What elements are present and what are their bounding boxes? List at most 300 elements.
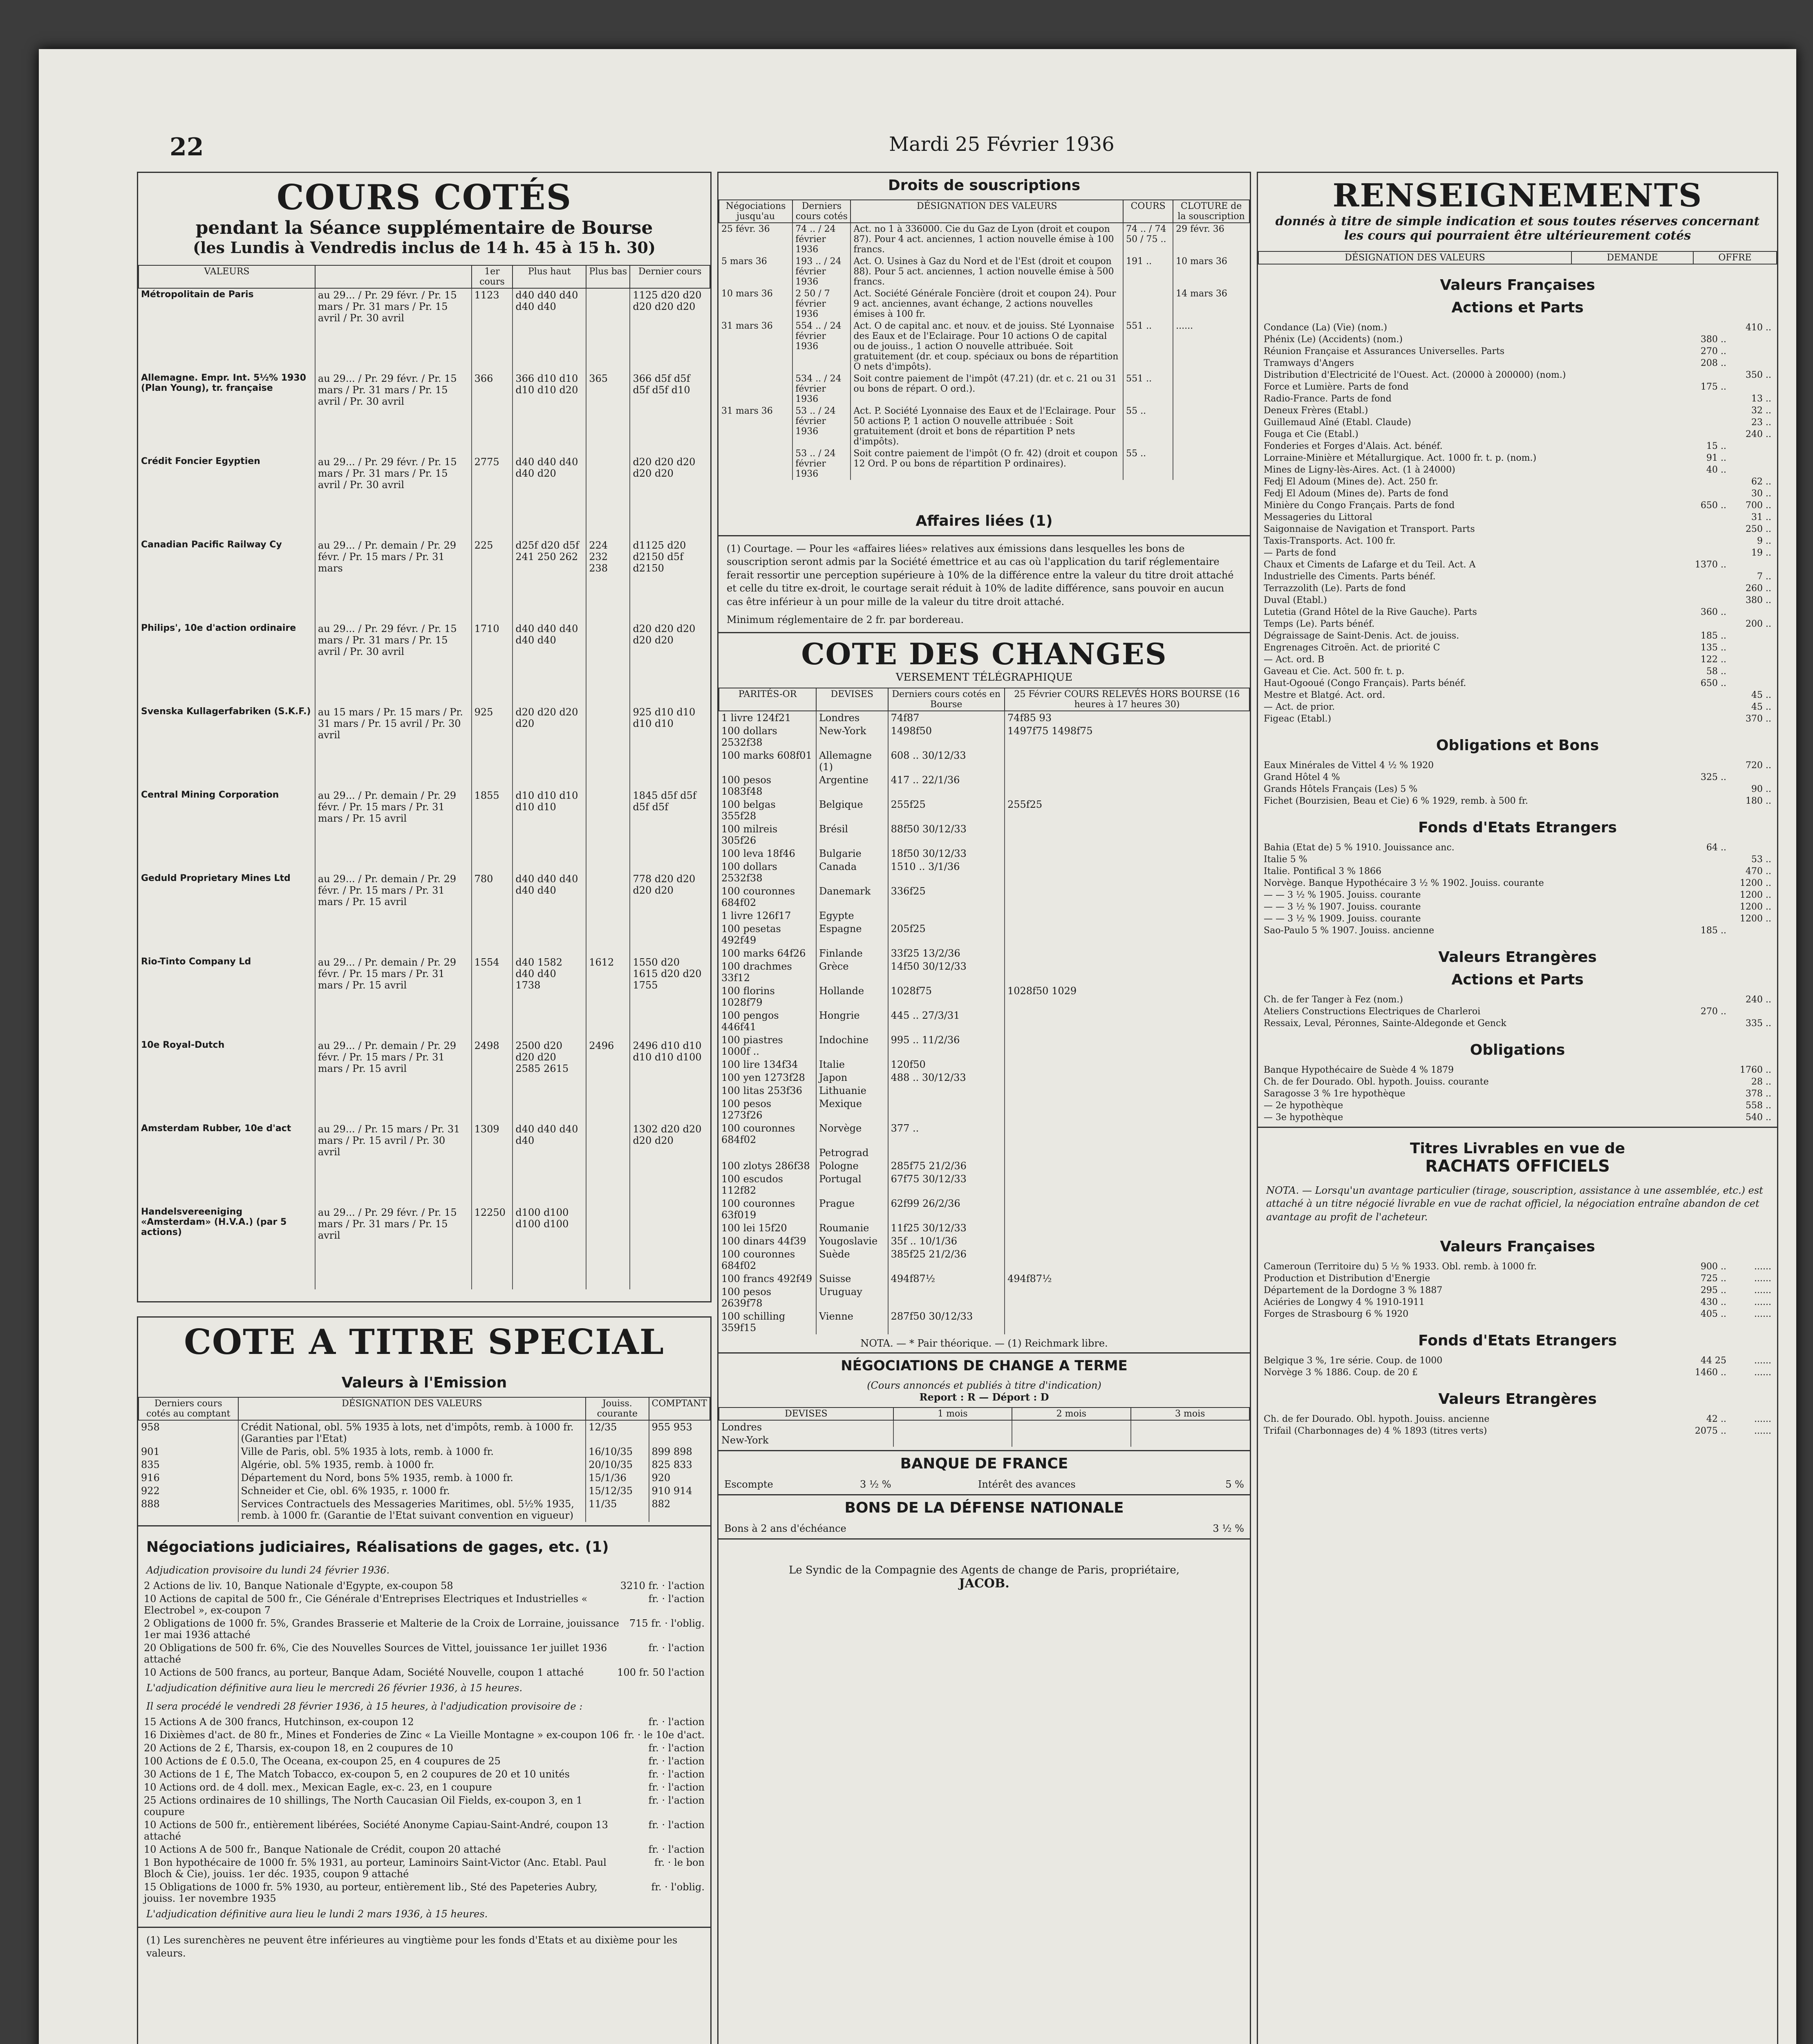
parite-value: 18f46 <box>766 848 795 860</box>
table-row <box>719 1235 1249 1248</box>
parite-unit: 100 pesos <box>721 1286 772 1298</box>
rens-name: Fedj El Adoum (Mines de). Act. 250 fr. <box>1264 477 1438 487</box>
rens-offre: 1200 .. <box>1740 890 1771 900</box>
changes-cell: 205f25 <box>888 922 1005 947</box>
list-item <box>1258 440 1777 452</box>
changes-cell: Danemark <box>816 885 888 909</box>
rens-demande: 135 .. <box>1701 643 1726 653</box>
rens-offre: 90 .. <box>1751 784 1771 794</box>
changes-cell: Belgique <box>816 798 888 823</box>
changes-cell: Japon <box>816 1071 888 1084</box>
table-row <box>719 947 1249 960</box>
cours-cell: au 29... / Pr. 29 févr. / Pr. 15 mars / Pr. 31 mars / Pr. 15 avril <box>315 1206 472 1289</box>
rens-demande <box>1681 489 1726 499</box>
rens-offre: 540 .. <box>1746 1112 1771 1123</box>
parite-cell <box>719 1146 816 1159</box>
cours-cell <box>586 872 630 956</box>
bons-row <box>718 1522 1250 1535</box>
droits-cell: Soit contre paiement de l'impôt (O fr. 42) (droit et coupon 12 Ord. P ou bons de répartition P ordinaires). <box>851 448 1123 480</box>
changes-cell <box>1005 773 1249 798</box>
rens-demande <box>1681 784 1726 794</box>
parite-cell <box>719 1058 816 1071</box>
table-row <box>719 1172 1249 1197</box>
list-item <box>138 1843 710 1856</box>
special-cell: 12/35 <box>586 1420 649 1445</box>
bons-label: Bons à 2 ans d'échéance <box>724 1523 846 1535</box>
adjud-definitive-1: L'adjudication définitive aura lieu le mercredi 26 février 1936, à 15 heures. <box>146 1682 523 1694</box>
list-item <box>138 1741 710 1755</box>
escompte-label: Escompte <box>724 1479 773 1490</box>
rens-name: Italie 5 % <box>1264 854 1307 865</box>
parite-cell <box>719 1248 816 1272</box>
droits-cell <box>1173 405 1249 448</box>
parite-cell <box>719 1084 816 1097</box>
rens-name: Grands Hôtels Français (Les) 5 % <box>1264 784 1418 794</box>
rens-s3b: Obligations <box>1470 1042 1565 1058</box>
changes-cell: 377 .. <box>888 1122 1005 1146</box>
rens-offre: ...... <box>1754 1414 1771 1425</box>
parite-value: 126f17 <box>756 910 791 922</box>
parite-value: 1273f28 <box>764 1072 805 1084</box>
cours-title: COURS COTÉS <box>276 177 572 217</box>
rens-name: Guillemaud Aîné (Etabl. Claude) <box>1264 417 1411 428</box>
negociations-footnote: (1) Les surenchères ne peuvent être inférieures au vingtième pour les fonds d'Etats et au dixième pour les valeurs. <box>146 1934 678 1959</box>
parite-unit: 100 pesos <box>721 1098 772 1110</box>
rens-name: Distribution d'Electricité de l'Ouest. Act. (20000 à 200000) (nom.) <box>1264 370 1566 380</box>
changes-cell: Yougoslavie <box>816 1235 888 1248</box>
changes-cell: 417 .. 22/1/36 <box>888 773 1005 798</box>
cours-cell <box>586 1206 630 1289</box>
table-row <box>719 1310 1249 1334</box>
item-text: 2 Obligations de 1000 fr. 5%, Grandes Brasserie et Malterie de la Croix de Lorraine, jouissance 1er mai 1936 attaché <box>144 1618 619 1641</box>
table-row <box>719 1272 1249 1285</box>
table-row <box>719 1159 1249 1172</box>
parite-unit: 100 dinars <box>721 1235 775 1247</box>
cours-cell: Handelsvereeniging «Amsterdam» (H.V.A.) (par 5 actions) <box>141 1207 287 1237</box>
table-row <box>139 372 710 455</box>
table-row <box>719 724 1249 749</box>
changes-cell: 14f50 30/12/33 <box>888 960 1005 984</box>
titres-title-1: Titres Livrables en vue de <box>1410 1140 1625 1157</box>
rens-offre: ...... <box>1754 1367 1771 1378</box>
table-row <box>139 1420 710 1445</box>
parite-unit: 100 couronnes <box>721 1248 795 1260</box>
list-item <box>138 1579 710 1592</box>
adjud-definitive-2: L'adjudication définitive aura lieu le lundi 2 mars 1936, à 15 heures. <box>146 1908 488 1920</box>
parite-cell <box>719 1159 816 1172</box>
page-number: 22 <box>170 133 204 161</box>
droits-cell: 551 .. <box>1123 373 1173 405</box>
parite-unit: 1 livre <box>721 712 753 724</box>
cours-cell: d40 1582 d40 d40 1738 <box>513 956 586 1039</box>
special-cell: 901 <box>141 1446 160 1457</box>
droits-cell: 534 .. / 24 février 1936 <box>792 373 851 405</box>
parite-unit: 100 milreis <box>721 823 778 835</box>
rens-name: Banque Hypothécaire de Suède 4 % 1879 <box>1264 1065 1454 1075</box>
parite-value: 1083f48 <box>721 786 763 798</box>
rens-demande: 122 .. <box>1701 654 1726 665</box>
rens-offre: 240 .. <box>1746 429 1771 439</box>
changes-cell: 385f25 21/2/36 <box>888 1248 1005 1272</box>
table-row <box>719 847 1249 860</box>
table-row <box>719 405 1249 448</box>
parite-cell <box>719 847 816 860</box>
rens-name: Saragosse 3 % 1re hypothèque <box>1264 1089 1406 1099</box>
item-value: 715 fr. · l'oblig. <box>629 1618 705 1629</box>
cours-cell: 12250 <box>472 1206 513 1289</box>
droits-cell <box>1173 373 1249 405</box>
droits-cell: 551 .. <box>1123 320 1173 373</box>
parite-cell <box>719 984 816 1009</box>
terme-devise: New-York <box>721 1434 769 1446</box>
rens-name: Cameroun (Territoire du) 5 ½ % 1933. Obl. remb. à 1000 fr. <box>1264 1262 1537 1272</box>
changes-cell: 11f25 30/12/33 <box>888 1221 1005 1235</box>
table-row <box>719 798 1249 823</box>
cours-cell: au 29... / Pr. 29 févr. / Pr. 15 mars / Pr. 31 mars / Pr. 15 avril / Pr. 30 avril <box>315 622 472 706</box>
changes-cell: 1497f75 1498f75 <box>1005 724 1249 749</box>
rens-demande <box>1681 477 1726 487</box>
changes-cell: 287f50 30/12/33 <box>888 1310 1005 1334</box>
rens-offre: 260 .. <box>1746 583 1771 594</box>
special-cell: 922 <box>141 1485 160 1497</box>
table-row <box>719 1420 1249 1434</box>
cours-cotes-section <box>137 172 712 1302</box>
rens-demande: 58 .. <box>1706 666 1726 677</box>
list-item <box>1258 1355 1777 1367</box>
cours-cell: au 29... / Pr. demain / Pr. 29 févr. / Pr. 15 mars / Pr. 31 mars <box>315 539 472 622</box>
item-text: 30 Actions de 1 £, The Match Tobacco, ex-coupon 5, en 2 coupures de 20 et 10 unités <box>144 1768 570 1780</box>
table-row <box>139 1458 710 1471</box>
rens-demande: 380 .. <box>1701 334 1726 345</box>
special-cell: Algérie, obl. 5% 1935, remb. à 1000 fr. <box>238 1458 586 1471</box>
special-cell: Schneider et Cie, obl. 6% 1935, r. 1000 fr. <box>238 1484 586 1497</box>
rens-demande <box>1681 583 1726 594</box>
cours-cell: Rio-Tinto Company Ld <box>141 957 251 967</box>
rens-demande <box>1681 370 1726 380</box>
cours-cell: Allemagne. Empr. Int. 5½% 1930 (Plan Young), tr. française <box>141 373 306 393</box>
list-item <box>138 1794 710 1818</box>
droits-cell: 31 mars 36 <box>721 321 773 331</box>
special-cell: Département du Nord, bons 5% 1935, remb. à 1000 fr. <box>238 1471 586 1484</box>
parite-unit: 100 marks <box>721 948 774 959</box>
list-item <box>1258 1273 1777 1284</box>
parite-value: 64f26 <box>777 948 806 959</box>
item-value: fr. · l'action <box>648 1768 705 1780</box>
titres-nota: NOTA. — Lorsqu'un avantage particulier (tirage, souscription, assistance à une assemblée, etc.) est attaché à un titre négocié livrable en vue de rachat officiel, la négociation entraîne abandon de cet avantage au profit de l'acheteur. <box>1266 1185 1763 1223</box>
rens-offre: 1200 .. <box>1740 914 1771 924</box>
rens-s4: Valeurs Françaises <box>1440 1238 1595 1255</box>
rens-name: Terrazzolith (Le). Parts de fond <box>1264 583 1406 594</box>
cours-cell: 1125 d20 d20 d20 d20 d20 <box>630 288 710 372</box>
cours-cell: au 29... / Pr. demain / Pr. 29 févr. / Pr. 15 mars / Pr. 31 mars / Pr. 15 avril <box>315 956 472 1039</box>
list-item <box>1258 393 1777 405</box>
cours-cell: au 29... / Pr. demain / Pr. 29 févr. / Pr. 15 mars / Pr. 31 mars / Pr. 15 avril <box>315 1039 472 1123</box>
droits-cell: 55 .. <box>1123 405 1173 448</box>
avances-label: Intérêt des avances <box>978 1479 1076 1490</box>
item-value: fr. · l'action <box>648 1819 705 1831</box>
table-row <box>139 1039 710 1123</box>
avances-value: 5 % <box>1225 1479 1244 1490</box>
special-cell: 958 <box>141 1421 160 1433</box>
rens-demande: 650 .. <box>1701 500 1726 511</box>
table-row <box>719 885 1249 909</box>
special-cell: 20/10/35 <box>586 1458 649 1471</box>
parite-unit: 100 escudos <box>721 1173 783 1185</box>
table-row <box>719 373 1249 405</box>
list-item <box>1258 889 1777 901</box>
special-cell: 910 914 <box>649 1484 710 1497</box>
rens-demande <box>1681 690 1726 700</box>
list-item <box>1258 677 1777 689</box>
changes-cell <box>1005 885 1249 909</box>
table-row <box>719 256 1249 288</box>
cours-header: Plus bas <box>586 265 630 288</box>
parite-cell <box>719 1197 816 1221</box>
rens-demande <box>1681 323 1726 333</box>
list-item <box>1258 1064 1777 1076</box>
cours-subtitle: pendant la Séance supplémentaire de Bourse <box>195 217 653 238</box>
cours-cell: Geduld Proprietary Mines Ltd <box>141 873 291 883</box>
changes-cell: Egypte <box>816 909 888 922</box>
rens-name: — Parts de fond <box>1264 548 1336 558</box>
list-item <box>1258 689 1777 701</box>
list-item <box>1258 594 1777 606</box>
rens-offre: 180 .. <box>1746 796 1771 806</box>
list-item <box>1258 1308 1777 1320</box>
parite-unit: 100 lire <box>721 1059 760 1071</box>
parite-value: 124f21 <box>756 712 791 724</box>
rens-offre: 720 .. <box>1746 760 1771 771</box>
special-cell: 882 <box>649 1497 710 1522</box>
droits-cell: ...... <box>1173 320 1249 373</box>
table-row <box>719 1434 1249 1447</box>
parite-cell <box>719 1272 816 1285</box>
parite-unit: 100 florins <box>721 985 775 997</box>
cours-table <box>138 265 710 1289</box>
special-cell: 16/10/35 <box>586 1445 649 1458</box>
escompte-value: 3 ½ % <box>859 1479 891 1490</box>
rens-demande: 15 .. <box>1706 441 1726 451</box>
changes-cell <box>1005 922 1249 947</box>
list-item <box>138 1715 710 1728</box>
item-text: 15 Actions A de 300 francs, Hutchinson, ex-coupon 12 <box>144 1716 414 1728</box>
special-cell: Crédit National, obl. 5% 1935 à lots, net d'impôts, remb. à 1000 fr. (Garanties par l'Etat) <box>238 1420 586 1445</box>
rens-offre <box>1726 678 1771 688</box>
rens-offre: ...... <box>1754 1309 1771 1320</box>
droits-cell: 74 .. / 74 50 / 75 .. <box>1123 223 1173 256</box>
changes-cell: 88f50 30/12/33 <box>888 823 1005 847</box>
droits-header: COURS <box>1123 200 1173 223</box>
rens-name: Radio-France. Parts de fond <box>1264 394 1392 404</box>
cours-header: 1er cours <box>472 265 513 288</box>
changes-cell <box>1005 1285 1249 1310</box>
list-item <box>138 1768 710 1781</box>
item-value: fr. · l'action <box>648 1642 705 1654</box>
list-item <box>1258 877 1777 889</box>
table-row <box>719 223 1249 256</box>
parite-unit: 100 schilling <box>721 1311 786 1322</box>
renseignements-section <box>1257 172 1778 2044</box>
changes-cell: 1028f75 <box>888 984 1005 1009</box>
rens-demande <box>1681 995 1726 1005</box>
cours-cell: d40 d40 d40 d40 <box>513 1123 586 1206</box>
cours-cell: Svenska Kullagerfabriken (S.K.F.) <box>141 706 311 717</box>
banque-title: BANQUE DE FRANCE <box>900 1455 1068 1472</box>
parite-value: 1028f79 <box>721 997 763 1009</box>
rens-demande: 91 .. <box>1706 453 1726 463</box>
list-item <box>1258 417 1777 428</box>
droits-cell <box>719 448 792 480</box>
list-item <box>1258 606 1777 618</box>
rens-name: Norvège 3 % 1886. Coup. de 20 £ <box>1264 1367 1418 1378</box>
rens-name: — — 3 ½ % 1905. Jouiss. courante <box>1264 890 1421 900</box>
changes-cell: 35f .. 10/1/36 <box>888 1235 1005 1248</box>
adjud-provisoire: Adjudication provisoire du lundi 24 février 1936. <box>146 1564 390 1576</box>
cours-cell: 1123 <box>472 288 513 372</box>
rens-offre: 1200 .. <box>1740 878 1771 888</box>
rens-demande: 360 .. <box>1701 607 1726 617</box>
rens-s2: Fonds d'Etats Etrangers <box>1418 819 1617 836</box>
cours-cell: 1845 d5f d5f d5f d5f <box>630 789 710 872</box>
item-text: 2 Actions de liv. 10, Banque Nationale d'Egypte, ex-coupon 58 <box>144 1580 453 1592</box>
rens-name: Saigonnaise de Navigation et Transport. Parts <box>1264 524 1475 534</box>
parite-value: 492f49 <box>721 935 757 946</box>
cours-cell: au 29... / Pr. demain / Pr. 29 févr. / Pr. 15 mars / Pr. 31 mars / Pr. 15 avril <box>315 872 472 956</box>
rens-demande <box>1681 595 1726 605</box>
rens-name: Belgique 3 %, 1re série. Coup. de 1000 <box>1264 1356 1443 1366</box>
rens-demande: 270 .. <box>1701 346 1726 356</box>
rens-name: Tramways d'Angers <box>1264 358 1354 368</box>
table-row <box>719 1146 1249 1159</box>
cours-cell: 225 <box>472 539 513 622</box>
list-item <box>1258 618 1777 630</box>
list-item <box>1258 842 1777 854</box>
droits-title: Droits de souscriptions <box>888 177 1081 194</box>
changes-cell <box>888 1084 1005 1097</box>
list-item <box>138 1781 710 1794</box>
changes-cell: 488 .. 30/12/33 <box>888 1071 1005 1084</box>
cours-cell: 365 <box>586 372 630 455</box>
renseignements-header: OFFRE <box>1693 251 1777 264</box>
list-item <box>1258 1088 1777 1100</box>
droits-header: DÉSIGNATION DES VALEURS <box>851 200 1123 223</box>
terme-header: DEVISES <box>719 1407 893 1420</box>
rens-s6: Valeurs Etrangères <box>1438 1391 1597 1408</box>
rens-name: Haut-Ogooué (Congo Français). Parts bénéf. <box>1264 678 1466 688</box>
cours-cell <box>586 455 630 539</box>
list-item <box>1258 795 1777 807</box>
cours-cell: Philips', 10e d'action ordinaire <box>141 623 296 633</box>
rens-demande: 64 .. <box>1706 843 1726 853</box>
rens-name: Ch. de fer Tanger à Fez (nom.) <box>1264 995 1403 1005</box>
cours-cell: d10 d10 d10 d10 d10 <box>513 789 586 872</box>
rens-name: Production et Distribution d'Energie <box>1264 1273 1430 1284</box>
page-date: Mardi 25 Février 1936 <box>889 133 1115 156</box>
list-item <box>1258 535 1777 547</box>
item-text: 20 Actions de 2 £, Tharsis, ex-coupon 18, en 2 coupures de 10 <box>144 1742 453 1754</box>
special-header: COMPTANT <box>649 1397 710 1420</box>
parite-unit: 100 dollars <box>721 861 777 873</box>
list-item <box>1258 913 1777 925</box>
changes-cell: 336f25 <box>888 885 1005 909</box>
list-item <box>1258 452 1777 464</box>
special-cell: Ville de Paris, obl. 5% 1935 à lots, remb. à 1000 fr. <box>238 1445 586 1458</box>
item-text: 10 Actions ord. de 4 doll. mex., Mexican Eagle, ex-c. 23, en 1 coupure <box>144 1782 492 1793</box>
parite-cell <box>719 1221 816 1235</box>
table-row <box>719 1084 1249 1097</box>
changes-cell: Indochine <box>816 1033 888 1058</box>
rens-demande <box>1681 902 1726 912</box>
rens-offre: 53 .. <box>1751 854 1771 865</box>
list-item <box>1258 322 1777 334</box>
table-row <box>719 1009 1249 1033</box>
rens-subtitle: donnés à titre de simple indication et sous toutes réserves concernant les cours qui pourraient être ultérieurement cotés <box>1275 214 1760 243</box>
rens-title: RENSEIGNEMENTS <box>1332 177 1703 214</box>
droits-cell <box>1173 448 1249 480</box>
special-header: DÉSIGNATION DES VALEURS <box>238 1397 586 1420</box>
special-table <box>138 1397 710 1522</box>
table-row <box>719 823 1249 847</box>
rens-name: Lorraine-Minière et Métallurgique. Act. 1000 fr. t. p. (nom.) <box>1264 453 1537 463</box>
rens-name: Mestre et Blatgé. Act. ord. <box>1264 690 1385 700</box>
table-row <box>719 984 1249 1009</box>
list-item <box>1258 523 1777 535</box>
special-cell: 955 953 <box>649 1420 710 1445</box>
parite-unit: 100 pesetas <box>721 923 781 935</box>
parite-cell <box>719 885 816 909</box>
changes-cell <box>1005 947 1249 960</box>
cours-cell: 2775 <box>472 455 513 539</box>
rens-offre: 62 .. <box>1751 477 1771 487</box>
list-item <box>1258 381 1777 393</box>
rens-offre <box>1726 358 1771 368</box>
parite-unit: 100 drachmes <box>721 961 792 973</box>
item-value: fr. · le 10e d'act. <box>624 1729 705 1741</box>
list-item <box>1258 925 1777 937</box>
changes-header: PARITÉS-OR <box>719 688 816 711</box>
list-item <box>1258 488 1777 500</box>
rens-name: Minière du Congo Français. Parts de fond <box>1264 500 1455 511</box>
parite-value: 33f12 <box>721 972 750 984</box>
item-text: 10 Actions A de 500 fr., Banque Nationale de Crédit, coupon 20 attaché <box>144 1844 501 1856</box>
rens-name: Norvège. Banque Hypothécaire 3 ½ % 1902. Jouiss. courante <box>1264 878 1544 888</box>
changes-cell: Grèce <box>816 960 888 984</box>
rens-name: — 3e hypothèque <box>1264 1112 1343 1123</box>
rens-demande: 900 .. <box>1701 1262 1726 1272</box>
adjud-provisoire-2: Il sera procédé le vendredi 28 février 1936, à 15 heures, à l'adjudication provisoire de : <box>146 1700 583 1712</box>
rens-name: Ateliers Constructions Electriques de Charleroi <box>1264 1006 1481 1017</box>
cours-cell: 925 d10 d10 d10 d10 <box>630 706 710 789</box>
cours-header: VALEURS <box>139 265 315 288</box>
cours-cell: 10e Royal-Dutch <box>141 1040 225 1050</box>
changes-cell <box>1005 1197 1249 1221</box>
terme-cell <box>893 1420 1012 1434</box>
rens-offre: ...... <box>1754 1262 1771 1272</box>
cours-cell: d40 d40 d40 d40 d40 <box>513 288 586 372</box>
rens-name: Fichet (Bourzisien, Beau et Cie) 6 % 1929, remb. à 500 fr. <box>1264 796 1528 806</box>
rens-demande: 325 .. <box>1701 772 1726 782</box>
changes-cell: Bulgarie <box>816 847 888 860</box>
rens-demande <box>1681 1100 1726 1111</box>
cours-cell: 1550 d20 1615 d20 d20 1755 <box>630 956 710 1039</box>
rens-demande <box>1681 914 1726 924</box>
parite-value: 492f49 <box>777 1273 812 1285</box>
rens-offre <box>1726 346 1771 356</box>
parite-unit: 100 leva <box>721 848 764 860</box>
parite-unit: 100 litas <box>721 1085 765 1097</box>
cours-cell: 1710 <box>472 622 513 706</box>
changes-cell <box>1005 847 1249 860</box>
